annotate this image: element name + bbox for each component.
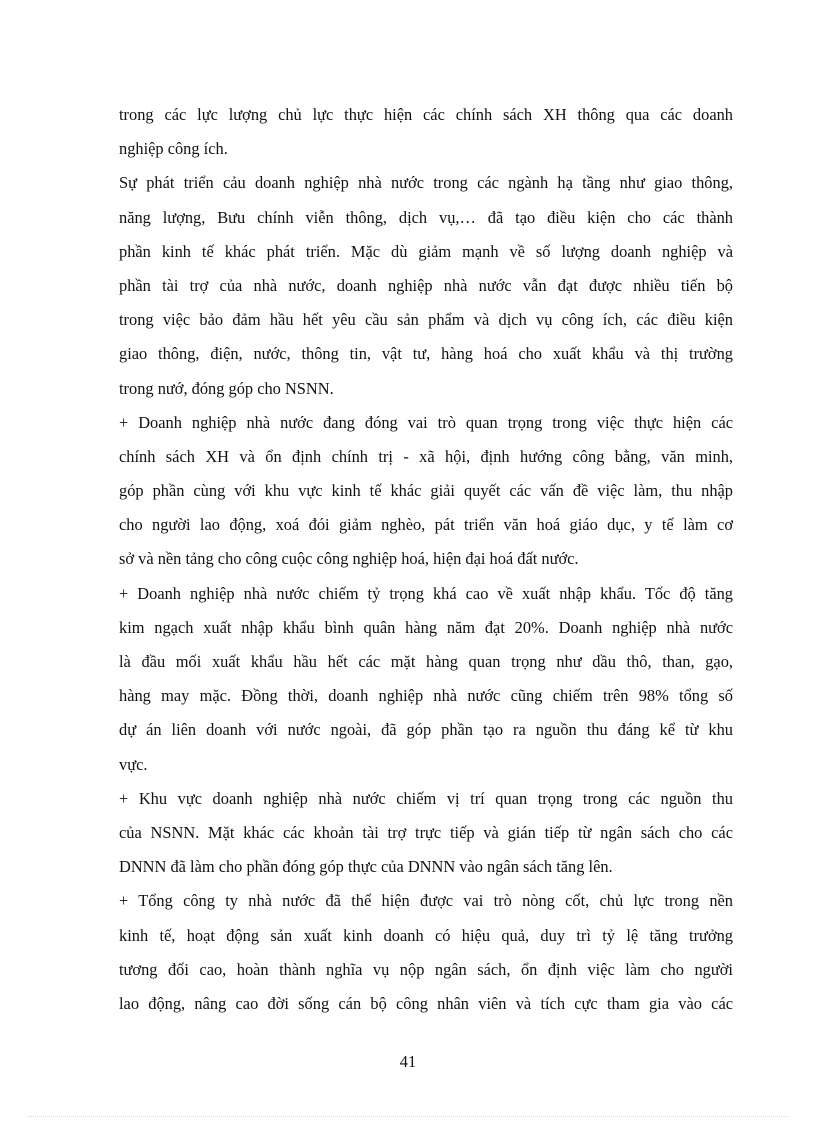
text-line: phần kinh tế khác phát triển. Mặc dù giảm mạnh về số lượng doanh nghiệp và: [119, 241, 733, 261]
text-line: cho người lao động, xoá đói giảm nghèo, pát triển văn hoá giáo dục, y tế làm cơ: [119, 515, 733, 535]
text-line: trong các lực lượng chủ lực thực hiện các chính sách XH thông qua các doanh: [119, 105, 733, 124]
text-line: lao động, nâng cao đời sống cán bộ công nhân viên và tích cực tham gia vào các: [119, 993, 733, 1013]
text-line: của NSNN. Mặt khác các khoản tài trợ trực tiếp và gián tiếp từ ngân sách cho các: [119, 822, 733, 842]
text-line: vực.: [119, 754, 148, 774]
text-line: DNNN đã làm cho phần đóng góp thực của DNNN vào ngân sách tăng lên.: [119, 857, 613, 877]
text-line: kim ngạch xuất nhập khẩu bình quân hàng năm đạt 20%. Doanh nghiệp nhà nước: [119, 617, 733, 637]
text-line: + Khu vực doanh nghiệp nhà nước chiếm vị trí quan trọng trong các nguồn thu: [119, 788, 733, 808]
text-line: góp phần cùng với khu vực kinh tế khác giải quyết các vấn đề việc làm, thu nhập: [119, 481, 733, 501]
text-line: năng lượng, Bưu chính viễn thông, dịch vụ,… đã tạo điều kiện cho các thành: [119, 207, 733, 227]
text-line: chính sách XH và ổn định chính trị - xã hội, định hướng công bằng, văn minh,: [119, 446, 733, 466]
text-line: + Doanh nghiệp nhà nước đang đóng vai trò quan trọng trong việc thực hiện các: [119, 412, 733, 432]
text-line: dự án liên doanh với nước ngoài, đã góp phần tạo ra nguồn thu đáng kể từ khu: [119, 720, 733, 740]
page-number: 41: [399, 1052, 417, 1071]
text-line: Sự phát triển cảu doanh nghiệp nhà nước trong các ngành hạ tầng như giao thông,: [119, 173, 733, 193]
document-body: [119, 98, 733, 1021]
text-line: nghiệp công ích.: [119, 139, 228, 159]
text-line: là đầu mối xuất khẩu hầu hết các mặt hàng quan trọng như dầu thô, than, gạo,: [119, 652, 733, 671]
page-bottom-divider: [28, 1116, 788, 1117]
text-line: kinh tế, hoạt động sản xuất kinh doanh có hiệu quả, duy trì tỷ lệ tăng trưởng: [119, 925, 733, 945]
text-line: tương đối cao, hoàn thành nghĩa vụ nộp ngân sách, ổn định việc làm cho người: [119, 959, 733, 979]
text-line: + Tổng công ty nhà nước đã thể hiện được vai trò nòng cốt, chủ lực trong nền: [119, 891, 733, 911]
text-line: giao thông, điện, nước, thông tin, vật tư, hàng hoá cho xuất khẩu và thị trường: [119, 344, 733, 364]
text-line: trong việc bảo đảm hầu hết yêu cầu sản phẩm và dịch vụ công ích, các điều kiện: [119, 310, 733, 330]
text-line: sở và nền tảng cho công cuộc công nghiệp hoá, hiện đại hoá đất nước.: [119, 549, 579, 569]
text-line: phần tài trợ của nhà nước, doanh nghiệp nhà nước vẫn đạt được nhiều tiến bộ: [119, 275, 733, 295]
text-line: + Doanh nghiệp nhà nước chiếm tỷ trọng khá cao về xuất nhập khẩu. Tốc độ tăng: [119, 583, 733, 603]
text-line: trong nướ, đóng góp cho NSNN.: [119, 378, 334, 398]
text-line: hàng may mặc. Đồng thời, doanh nghiệp nhà nước cũng chiếm trên 98% tổng số: [119, 686, 733, 706]
